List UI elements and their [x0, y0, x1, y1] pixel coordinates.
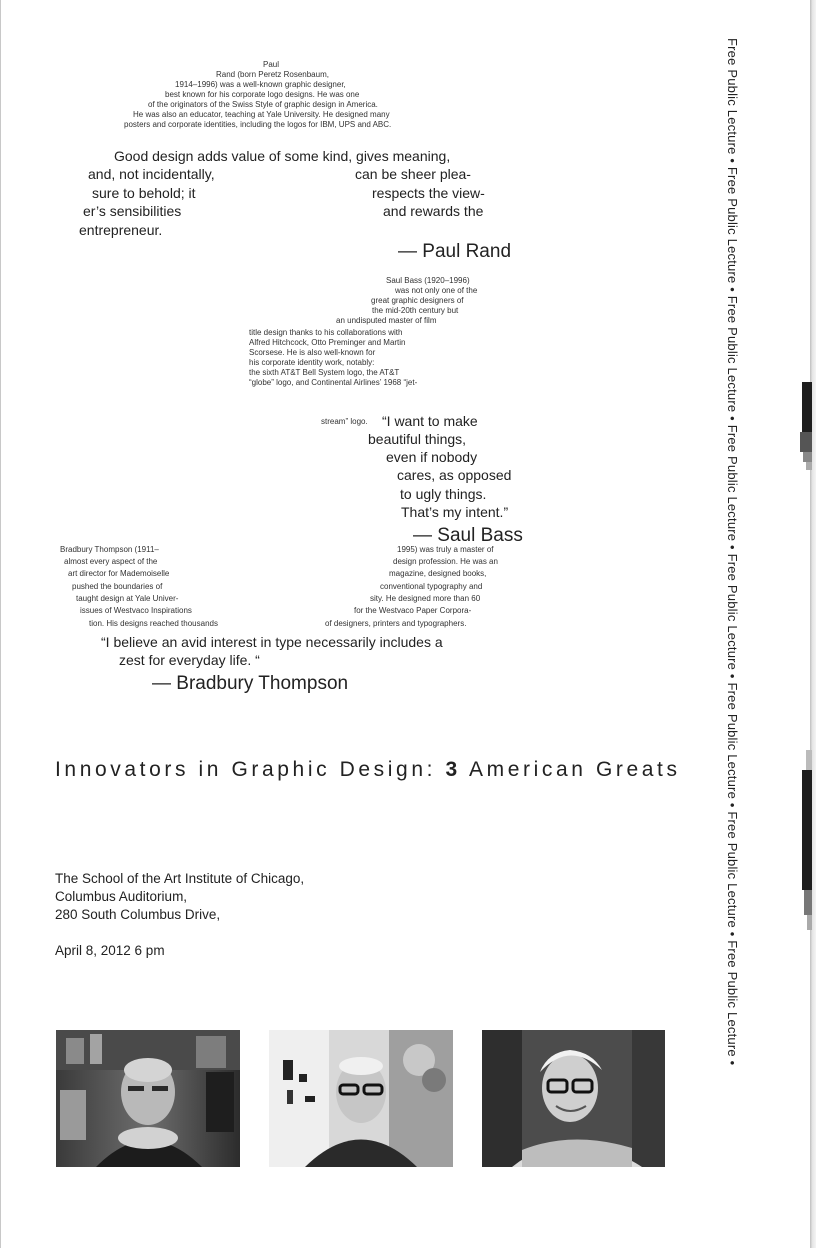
saul-bass-attribution: — Saul Bass — [413, 525, 523, 546]
quote-line: respects the view- — [372, 185, 485, 201]
portrait-paul-rand-photo — [56, 1030, 240, 1167]
venue-line: The School of the Art Institute of Chicago, — [55, 871, 305, 886]
quote-line: Good design adds value of some kind, gives meaning, — [114, 148, 451, 164]
quote-line: er’s sensibilities — [83, 203, 182, 219]
bio-line: Rand (born Peretz Rosenbaum, — [216, 70, 329, 79]
bio-line: sity. He designed more than 60 — [370, 594, 481, 603]
bradbury-thompson-attribution: — Bradbury Thompson — [152, 673, 349, 694]
bio-line: posters and corporate identities, including the logos for IBM, UPS and ABC. — [124, 120, 392, 129]
quote-line: “I believe an avid interest in type necessarily includes a — [101, 634, 443, 650]
bio-line: Scorsese. He is also well-known for — [249, 348, 376, 357]
page-border-left — [0, 0, 1, 1248]
bio-line: Saul Bass (1920–1996) — [386, 276, 470, 285]
quote-line: and, not incidentally, — [88, 166, 215, 182]
bio-line: tion. His designs reached thousands — [89, 619, 218, 628]
bio-line: great graphic designers of — [371, 296, 464, 305]
bio-line: 1995) was truly a master of — [397, 545, 494, 554]
bio-line: “globe” logo, and Continental Airlines’ 1968 “jet- — [249, 378, 418, 387]
bio-line: Bradbury Thompson (1911– — [60, 545, 159, 554]
bio-line: magazine, designed books, — [389, 569, 487, 578]
quote-line: beautiful things, — [368, 431, 467, 447]
portrait-bradbury-thompson-photo — [482, 1030, 665, 1167]
bio-line: almost every aspect of the — [64, 557, 158, 566]
bio-line: an undisputed master of film — [336, 316, 437, 325]
quote-line: That’s my intent.” — [401, 504, 509, 520]
quote-line: to ugly things. — [400, 486, 487, 502]
halftone-strip-top — [800, 382, 812, 482]
quote-line: even if nobody — [386, 449, 478, 465]
page-border-right — [810, 0, 816, 1248]
halftone-strip-bottom — [800, 750, 812, 930]
event-title-number: 3 — [445, 758, 461, 781]
bio-line: stream” logo. — [321, 417, 368, 426]
bio-line: art director for Mademoiselle — [68, 569, 170, 578]
quote-line: and rewards the — [383, 203, 484, 219]
event-date: April 8, 2012 6 pm — [55, 943, 165, 958]
bio-line: was not only one of the — [395, 286, 478, 295]
bio-line: taught design at Yale Univer- — [76, 594, 179, 603]
quote-line: can be sheer plea- — [355, 166, 471, 182]
event-title — [55, 758, 681, 782]
quote-line: zest for everyday life. “ — [119, 652, 260, 668]
bio-line: title design thanks to his collaborations with — [249, 328, 403, 337]
quote-line: sure to behold; it — [92, 185, 196, 201]
venue-line: Columbus Auditorium, — [55, 889, 188, 904]
quote-line: “I want to make — [382, 413, 478, 429]
bio-line: Alfred Hitchcock, Otto Preminger and Martin — [249, 338, 406, 347]
portrait-saul-bass-photo — [269, 1030, 453, 1167]
bio-line: issues of Westvaco Inspirations — [80, 606, 192, 615]
bio-line: design profession. He was an — [393, 557, 498, 566]
bio-line: conventional typography and — [380, 582, 483, 591]
quote-line: entrepreneur. — [79, 222, 163, 238]
bio-line: Paul — [263, 60, 280, 69]
quote-line: cares, as opposed — [397, 467, 512, 483]
bio-line: of designers, printers and typographers. — [325, 619, 467, 628]
event-title-pre: Innovators in Graphic Design: — [55, 758, 446, 781]
bio-line: the mid-20th century but — [372, 306, 459, 315]
bio-line: for the Westvaco Paper Corpora- — [354, 606, 472, 615]
bio-line: the sixth AT&T Bell System logo, the AT&T — [249, 368, 400, 377]
bio-line: his corporate identity work, notably: — [249, 358, 375, 367]
bio-line: pushed the boundaries of — [72, 582, 163, 591]
free-public-lecture-sidebar: Free Public Lecture • Free Public Lecture • Free Public Lecture • Free Public Lecture • Free Public Lecture • Free Public Lecture • Free Public Lecture • Free Public Lecture • — [725, 38, 740, 1066]
bio-line: best known for his corporate logo designs. He was one — [165, 90, 360, 99]
bio-line: He was also an educator, teaching at Yale University. He designed many — [133, 110, 390, 119]
event-title-post: American Greats — [460, 758, 681, 781]
venue-line: 280 South Columbus Drive, — [55, 907, 221, 922]
bio-line: of the originators of the Swiss Style of graphic design in America. — [148, 100, 378, 109]
paul-rand-attribution: — Paul Rand — [398, 241, 512, 262]
bio-line: 1914–1996) was a well-known graphic designer, — [175, 80, 346, 89]
